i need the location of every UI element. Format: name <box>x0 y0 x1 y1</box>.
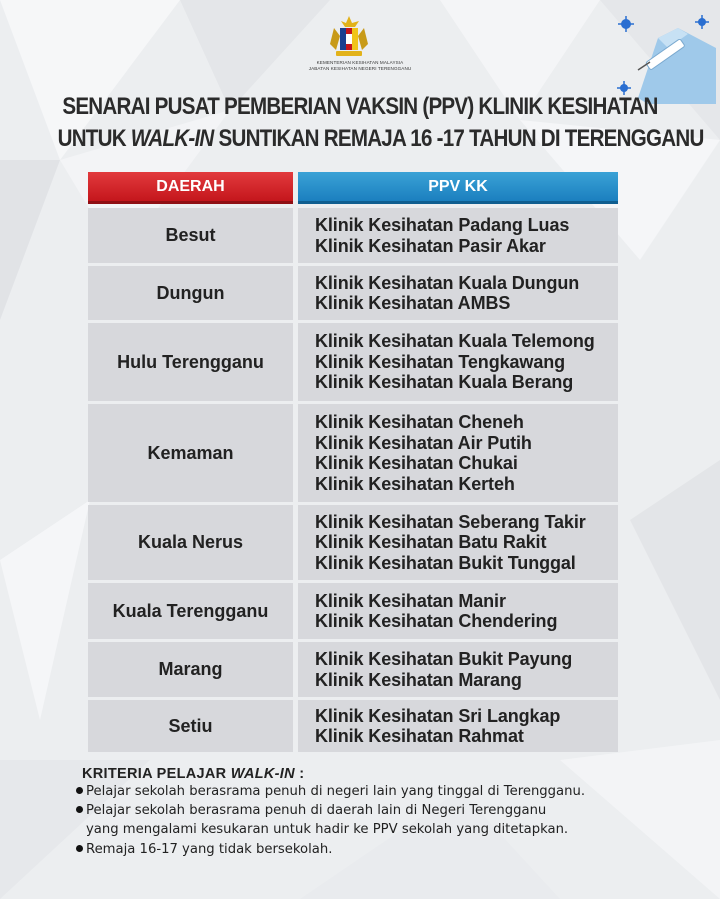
clinic-name: Klinik Kesihatan Kuala Berang <box>315 372 574 393</box>
clinic-name: Klinik Kesihatan AMBS <box>315 293 511 313</box>
criteria-item <box>76 801 546 820</box>
clinic-list-cell <box>298 642 618 697</box>
criteria-item <box>76 840 332 859</box>
title-line-2-prefix: UNTUK <box>57 125 131 152</box>
clinic-list-cell <box>298 583 618 639</box>
title-line-2-suffix: SUNTIKAN REMAJA 16 -17 TAHUN DI TERENGGANU <box>213 125 704 152</box>
daerah-cell: Setiu <box>88 700 293 752</box>
table-row <box>88 404 618 502</box>
page-title-line-2 <box>57 125 704 153</box>
vaccine-syringe-hand-icon <box>598 8 718 104</box>
clinic-list-cell <box>298 700 618 752</box>
clinic-name: Klinik Kesihatan Chukai <box>315 453 518 473</box>
clinic-name: Klinik Kesihatan Seberang Takir <box>315 511 586 532</box>
clinic-name: Klinik Kesihatan Bukit Tunggal <box>315 552 576 573</box>
criteria-item-continuation: yang mengalami kesukaran untuk hadir ke PPV sekolah yang ditetapkan. <box>86 822 569 837</box>
daerah-cell: Hulu Terengganu <box>88 323 293 401</box>
clinic-name: Klinik Kesihatan Sri Langkap <box>315 705 561 726</box>
clinic-name: Klinik Kesihatan Air Putih <box>315 432 532 453</box>
daerah-cell: Kuala Nerus <box>88 505 293 580</box>
clinic-name: Klinik Kesihatan Kuala Dungun <box>315 272 580 293</box>
table-row <box>88 323 618 401</box>
criteria-title-suffix: : <box>294 766 305 782</box>
clinic-name: Klinik Kesihatan Cheneh <box>315 412 524 432</box>
criteria-item <box>76 782 585 801</box>
clinic-name: Klinik Kesihatan Marang <box>315 669 522 690</box>
ministry-line-2: JABATAN KESIHATAN NEGERI TERENGGANU <box>308 66 412 71</box>
clinic-name: Klinik Kesihatan Pasir Akar <box>315 235 546 256</box>
clinic-name: Klinik Kesihatan Rahmat <box>315 726 524 746</box>
clinic-name: Klinik Kesihatan Chendering <box>315 611 558 631</box>
clinic-list-cell <box>298 266 618 320</box>
clinic-list-cell <box>298 404 618 502</box>
page-title-line-1: SENARAI PUSAT PEMBERIAN VAKSIN (PPV) KLINIK KESIHATAN <box>62 93 658 120</box>
clinic-list-cell <box>298 505 618 580</box>
table-row <box>88 700 618 752</box>
clinic-list-cell <box>298 323 618 401</box>
criteria-title-walkin: WALK-IN <box>230 766 295 782</box>
clinic-name: Klinik Kesihatan Kuala Telemong <box>315 331 595 352</box>
clinic-name: Klinik Kesihatan Padang Luas <box>315 215 570 235</box>
clinic-name: Klinik Kesihatan Bukit Payung <box>315 649 573 669</box>
clinic-name: Klinik Kesihatan Tengkawang <box>315 351 566 372</box>
daerah-cell: Kemaman <box>88 404 293 502</box>
bullet-icon <box>76 845 83 852</box>
clinic-name: Klinik Kesihatan Kerteh <box>315 473 515 494</box>
criteria-item-text: Pelajar sekolah berasrama penuh di daerah lain di Negeri Terengganu <box>86 803 547 818</box>
table-row <box>88 642 618 697</box>
criteria-item-text: Pelajar sekolah berasrama penuh di negeri lain yang tinggal di Terengganu. <box>86 784 586 799</box>
malaysia-crest-icon <box>326 14 372 60</box>
criteria-title <box>82 766 304 782</box>
criteria-title-prefix: KRITERIA PELAJAR <box>82 766 231 782</box>
clinic-name: Klinik Kesihatan Manir <box>315 590 506 611</box>
daerah-cell: Kuala Terengganu <box>88 583 293 639</box>
clinic-list-cell <box>298 208 618 263</box>
ministry-line-1: KEMENTERIAN KESIHATAN MALAYSIA <box>316 60 404 65</box>
daerah-cell: Dungun <box>88 266 293 320</box>
table-row <box>88 583 618 639</box>
column-header-daerah: DAERAH <box>88 172 293 204</box>
criteria-item-text: Remaja 16-17 yang tidak bersekolah. <box>86 842 333 857</box>
column-header-ppv-kk: PPV KK <box>298 172 618 204</box>
daerah-cell: Besut <box>88 208 293 263</box>
table-row <box>88 266 618 320</box>
bullet-icon <box>76 806 83 813</box>
ministry-text <box>290 60 430 72</box>
clinic-name: Klinik Kesihatan Batu Rakit <box>315 532 547 553</box>
bullet-icon <box>76 787 83 794</box>
title-line-2-walkin: WALK-IN <box>130 125 214 152</box>
table-row <box>88 505 618 580</box>
table-row <box>88 208 618 263</box>
daerah-cell: Marang <box>88 642 293 697</box>
